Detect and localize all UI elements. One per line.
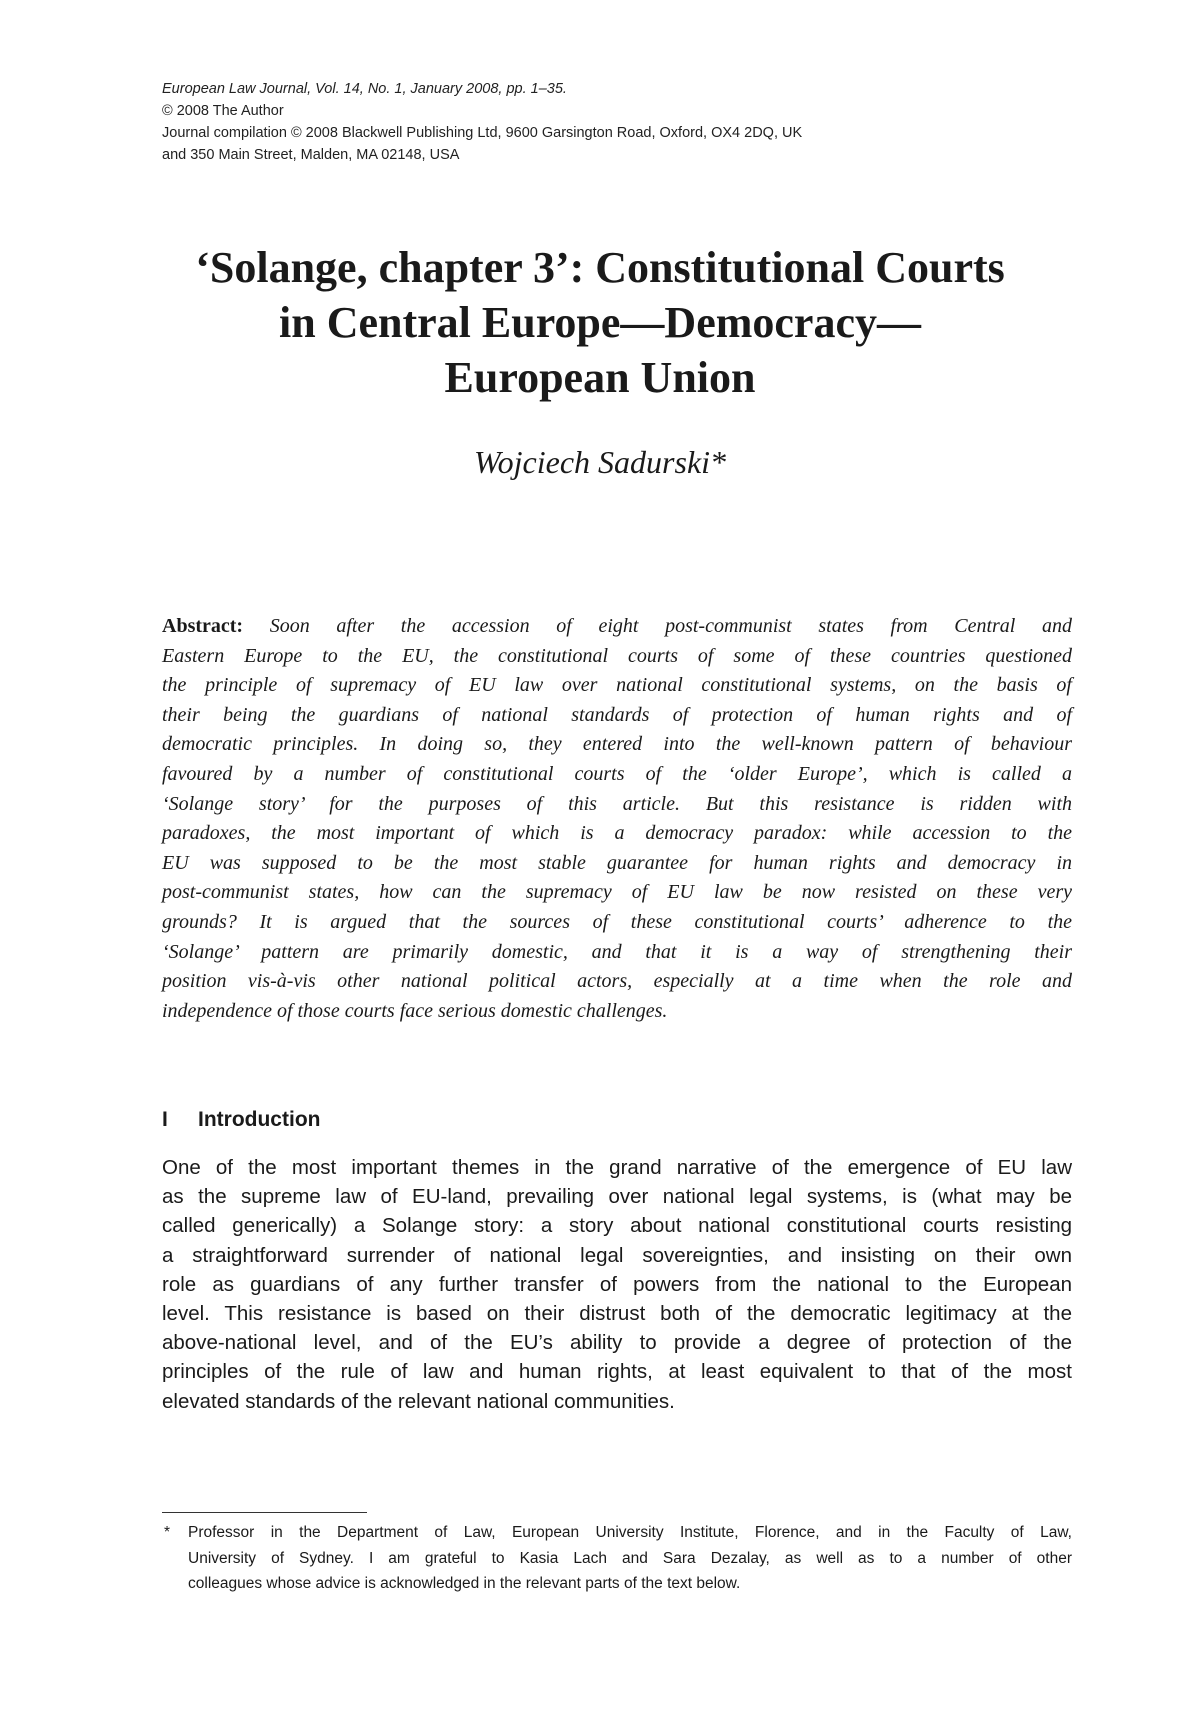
abstract-line: ‘Solange’ pattern are primarily domestic, and that it is a way of strengthening their (162, 940, 1072, 963)
abstract-line: favoured by a number of constitutional courts of the ‘older Europe’, which is called a (162, 762, 1072, 785)
abstract-line: position vis-à-vis other national political actors, especially at a time when the role and (162, 970, 1072, 993)
abstract-line: EU was supposed to be the most stable guarantee for human rights and democracy in (162, 851, 1072, 874)
section-heading (162, 1106, 320, 1134)
body-line: elevated standards of the relevant national communities. (162, 1389, 675, 1413)
title-line: ‘Solange, chapter 3’: Constitutional Courts (195, 243, 1005, 292)
body-line: role as guardians of any further transfer of powers from the national to the European (162, 1272, 1072, 1296)
abstract-label: Abstract: (162, 615, 244, 637)
abstract-line: ‘Solange story’ for the purposes of this article. But this resistance is ridden with (162, 792, 1072, 815)
body-line: level. This resistance is based on their distrust both of the democratic legitimacy at the (162, 1301, 1072, 1325)
abstract-line: the principle of supremacy of EU law over national constitutional systems, on the basis of (162, 674, 1072, 697)
abstract-text: Soon after the accession of eight post-communist states from Central and (269, 615, 1072, 637)
footnote-marker: * (164, 1524, 171, 1541)
abstract (162, 612, 1072, 1026)
footnote-line: Professor in the Department of Law, European University Institute, Florence, and in the Faculty of Law, (188, 1524, 1072, 1541)
abstract-line: post-communist states, how can the supremacy of EU law be now resisted on these very (162, 881, 1072, 904)
section-title: Introduction (198, 1108, 321, 1131)
article-title (140, 240, 1060, 405)
section-number: I (162, 1108, 168, 1131)
compilation-line: and 350 Main Street, Malden, MA 02148, USA (162, 147, 460, 163)
body-line: as the supreme law of EU-land, prevailing over national legal systems, is (what may be (162, 1185, 1072, 1209)
journal-header (162, 78, 1062, 166)
abstract-line: democratic principles. In doing so, they entered into the well-known pattern of behaviour (162, 733, 1072, 756)
compilation-line: Journal compilation © 2008 Blackwell Publishing Ltd, 9600 Garsington Road, Oxford, OX4 2DQ, UK (162, 125, 803, 141)
body-line: called generically) a Solange story: a story about national constitutional courts resisting (162, 1214, 1072, 1238)
author-name: Wojciech Sadurski* (473, 444, 727, 480)
journal-citation: European Law Journal, Vol. 14, No. 1, January 2008, pp. 1–35. (162, 81, 567, 97)
title-line: European Union (444, 353, 756, 402)
abstract-line (162, 612, 1072, 642)
body-line: a straightforward surrender of national legal sovereignties, and insisting on their own (162, 1243, 1072, 1267)
body-line: principles of the rule of law and human rights, at least equivalent to that of the most (162, 1360, 1072, 1384)
body-paragraph (162, 1153, 1072, 1416)
footnote-body (188, 1520, 1072, 1597)
body-line: above-national level, and of the EU’s ability to provide a degree of protection of the (162, 1331, 1072, 1355)
footnote-divider (162, 1512, 367, 1513)
footnote (162, 1520, 1072, 1597)
body-line: One of the most important themes in the grand narrative of the emergence of EU law (162, 1156, 1072, 1179)
copyright-line: © 2008 The Author (162, 103, 284, 119)
abstract-line: independence of those courts face serious domestic challenges. (162, 999, 668, 1022)
title-line: in Central Europe—Democracy— (279, 298, 921, 347)
abstract-line: Eastern Europe to the EU, the constitutional courts of some of these countries questioned (162, 644, 1072, 667)
abstract-line: their being the guardians of national standards of protection of human rights and of (162, 703, 1072, 726)
footnote-line: University of Sydney. I am grateful to Kasia Lach and Sara Dezalay, as well as to a number of other (188, 1549, 1072, 1567)
abstract-line: paradoxes, the most important of which is a democracy paradox: while accession to the (162, 822, 1072, 845)
footnote-line: colleagues whose advice is acknowledged in the relevant parts of the text below. (188, 1575, 741, 1592)
abstract-line: grounds? It is argued that the sources of these constitutional courts’ adherence to the (162, 910, 1072, 933)
